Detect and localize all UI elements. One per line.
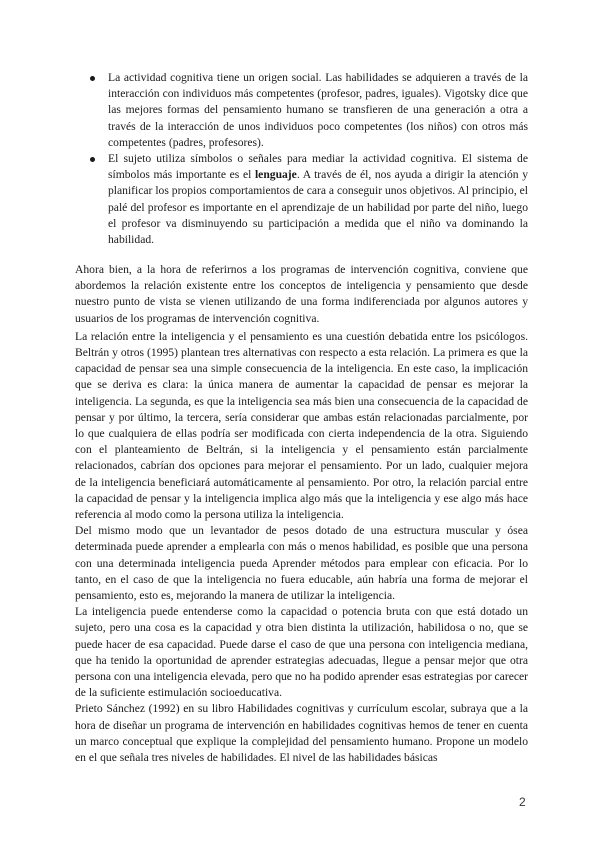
bullet-text-before: El sujeto utiliza símbolos o señales para mediar la actividad cognitiva. El sistema de símbolos más importante es el [108, 152, 528, 182]
body-text [75, 262, 528, 766]
paragraph: La relación entre la inteligencia y el pensamiento es una cuestión debatida entre los psicólogos. Beltrán y otros (1995) plantean tres alternativas con respecto a esta relación. La primera es que la capacidad de pensar sea una simple consecuencia de la inteligencia. En este caso, la implicación que se deriva es clara: la única manera de aumentar la capacidad de pensar es mejorar la inteligencia. La segunda, es que la inteligencia sea más bien una consecuencia de la capacidad de pensar y por último, la tercera, sería considerar que ambas están relacionadas parcialmente, por lo que cualquiera de ellas podría ser modificada con cierta independencia de la otra. Siguiendo con el planteamiento de Beltrán, si la inteligencia y el pensamiento están parcialmente relacionados, cabrían dos opciones para mejorar el pensamiento. Por un lado, cualquier mejora de la inteligencia beneficiará automáticamente al pensamiento. Por otro, la relación parcial entre la capacidad de pensar y la inteligencia implica algo más que la inteligencia y ese algo más hace referencia al modo como la persona utiliza la inteligencia. [75, 329, 528, 522]
paragraph: La inteligencia puede entenderse como la capacidad o potencia bruta con que está dotado un sujeto, pero una cosa es la capacidad y otra bien distinta la utilización, habilidosa o no, que se puede hacer de esa capacidad. Puede darse el caso de que una persona con inteligencia mediana, que ha tenido la oportunidad de aprender estrategias adecuadas, llegue a pensar mejor que otra persona con una inteligencia elevada, pero que no ha podido aprender esas estrategias por carecer de la suficiente estimulación socioeducativa. [75, 605, 528, 700]
paragraph: Ahora bien, a la hora de referirnos a los programas de intervención cognitiva, conviene que abordemos la relación existente entre los conceptos de inteligencia y pensamiento que desde nuestro punto de vista se vienen utilizando de una forma indiferenciada por algunos autores y usuarios de los programas de intervención cognitiva. [75, 263, 528, 325]
bold-term: lenguaje [254, 168, 297, 182]
bullet-icon [90, 157, 95, 162]
paragraph: Del mismo modo que un levantador de pesos dotado de una estructura muscular y ósea determinada puede aprender a emplearla con más o menos habilidad, es posible que una persona con una determinada inteligencia pueda Aprender métodos para emplear con eficacia. Por lo tanto, en el caso de que la inteligencia no fuera educable, aún habría una forma de mejorar el pensamiento, esto es, mejorando la manera de utilizar la inteligencia. [75, 524, 528, 603]
bullet-item [108, 70, 528, 151]
bullet-icon [90, 76, 95, 81]
bullet-text: La actividad cognitiva tiene un origen social. Las habilidades se adquieren a través de la interacción con individuos más competentes (profesor, padres, iguales). Vigotsky dice que las mejores formas del pensamiento humano se transfieren de una generación a otra a través de la interacción de unos individuos poco competentes (los niños) con otros más competentes (padres, profesores). [108, 71, 528, 149]
bullet-list [108, 70, 528, 248]
page-number: 2 [519, 795, 526, 809]
bullet-item [108, 151, 528, 248]
bullet-text-after: . A través de él, nos ayuda a dirigir la atención y planificar los propios comportamientos de cara a conseguir unos objetivos. Al principio, el palé del profesor es importante en el aprendizaje de un habilidad por parte del niño, luego el profesor va disminuyendo su participación a medida que el niño va dominando la habilidad. [108, 168, 528, 247]
paragraph: Prieto Sánchez (1992) en su libro Habilidades cognitivas y currículum escolar, subraya que a la hora de diseñar un programa de intervención en habilidades cognitivas hemos de tener en cuenta un marco conceptual que explique la complejidad del pensamiento humano. Propone un modelo en el que señala tres niveles de habilidades. El nivel de las habilidades básicas [75, 702, 528, 765]
